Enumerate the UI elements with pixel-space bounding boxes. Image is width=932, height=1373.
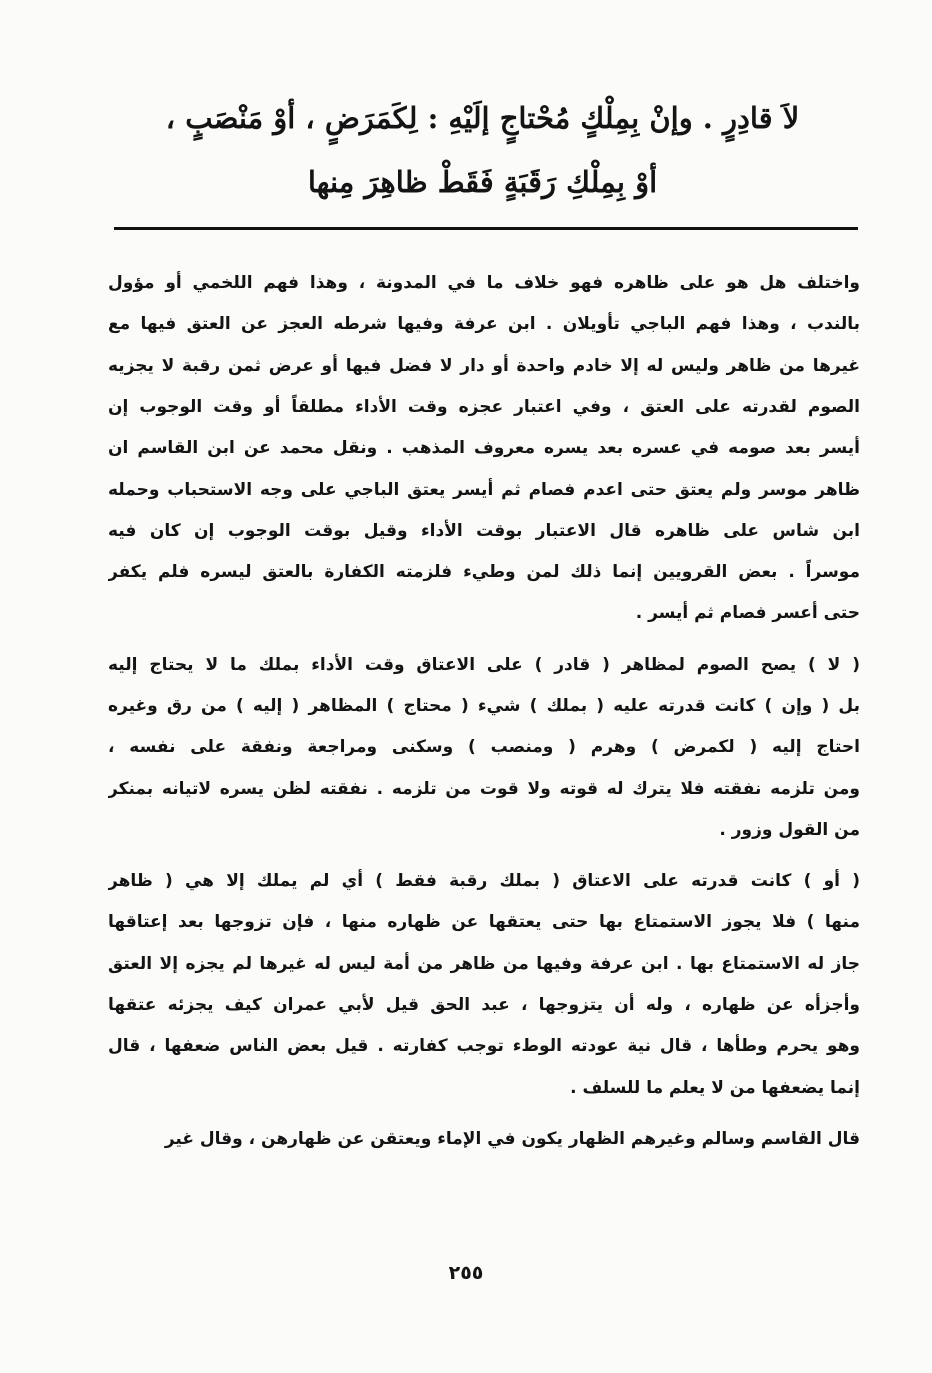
page-number: ٢٥٥ <box>448 1262 484 1284</box>
text-line: ابن شاس على ظاهره قال الاعتبار بوقت الأداء وقيل بوقت الوجوب إن كان فيه <box>108 521 860 541</box>
text-line: ( لا ) يصح الصوم لمظاهر ( قادر ) على الاعتاق وقت الأداء بملك ما لا يحتاج إليه <box>108 655 860 675</box>
heading-line-2: أوْ بِمِلْكِ رَقَبَةٍ فَقَطْ ظاهِرَ مِنها <box>307 165 658 199</box>
text-line: حتى أعسر فصام ثم أيسر . <box>635 603 860 623</box>
heading-rule <box>114 227 858 230</box>
text-line: موسراً . بعض القرويين إنما ذلك لمن وطيء فلزمته الكفارة بالعتق ليسره فلم يكفر <box>108 562 860 582</box>
text-line: احتاج إليه ( لكمرض ) وهرم ( ومنصب ) وسكنى ومراجعة ونفقة على نفسه ، <box>108 737 860 757</box>
text-line: ومن تلزمه نفقته فلا يترك له قوته ولا قوت من تلزمه . نفقته لظن يسره لاتيانه بمنكر <box>108 779 860 799</box>
text-line: إنما يضعفها من لا يعلم ما للسلف . <box>570 1078 860 1098</box>
text-line: قال القاسم وسالم وغيرهم الظهار يكون في الإماء ويعتقن عن ظهارهن ، وقال غير <box>164 1129 860 1149</box>
text-line: أيسر بعد صومه في عسره بعد يسره معروف المذهب . ونقل محمد عن ابن القاسم ان <box>108 438 860 458</box>
text-line: ظاهر موسر ولم يعتق حتى اعدم فصام ثم أيسر يعتق الباجي على وجه الاستحباب وحمله <box>108 480 860 500</box>
text-line: منها ) فلا يجوز الاستمتاع بها حتى يعتقها عن ظهاره منها ، فإن تزوجها بعد إعتاقها <box>108 912 860 932</box>
text-line: غيرها من ظاهر وليس له إلا خادم واحدة أو دار لا فضل فيها أو عرض ثمن رقبة لا يجزيه <box>108 356 860 376</box>
text-line: ( أو ) كانت قدرته على الاعتاق ( بملك رقبة فقط ) أي لم يملك إلا هي ( ظاهر <box>108 871 860 891</box>
text-line: وأجزأه عن ظهاره ، وله أن يتزوجها ، عبد الحق قيل لأبي عمران كيف يجزئه عتقها <box>108 995 860 1015</box>
text-line: جاز له الاستمتاع بها . ابن عرفة وفيها من ظاهر من أمة ليس له غيرها لم يجزه إلا العتق <box>108 954 860 974</box>
heading-line-1: لاَ قادِرٍ . وإنْ بِمِلْكٍ مُحْتاجٍ إلَيْهِ : لِكَمَرَضٍ ، أوْ مَنْصَبٍ ، <box>165 101 800 135</box>
text-line: بالندب ، وهذا فهم الباجي تأويلان . ابن عرفة وفيها شرطه العجز عن العتق فيها مع <box>108 314 860 334</box>
text-line: من القول وزور . <box>719 820 860 840</box>
text-line: واختلف هل هو على ظاهره فهو خلاف ما في المدونة ، وهذا فهم اللخمي أو مؤول <box>108 273 860 293</box>
text-line: الصوم لقدرته على العتق ، وفي اعتبار عجزه وقت الأداء مطلقاً أو وقت الوجوب إن <box>108 397 860 417</box>
text-line: بل ( وإن ) كانت قدرته عليه ( بملك ) شيء ( محتاج ) المظاهر ( إليه ) من رق وغيره <box>108 696 860 716</box>
text-line: وهو يحرم وطأها ، قال نية عودته الوطء توجب كفارته . قيل بعض الناس ضعفها ، قال <box>108 1036 860 1056</box>
